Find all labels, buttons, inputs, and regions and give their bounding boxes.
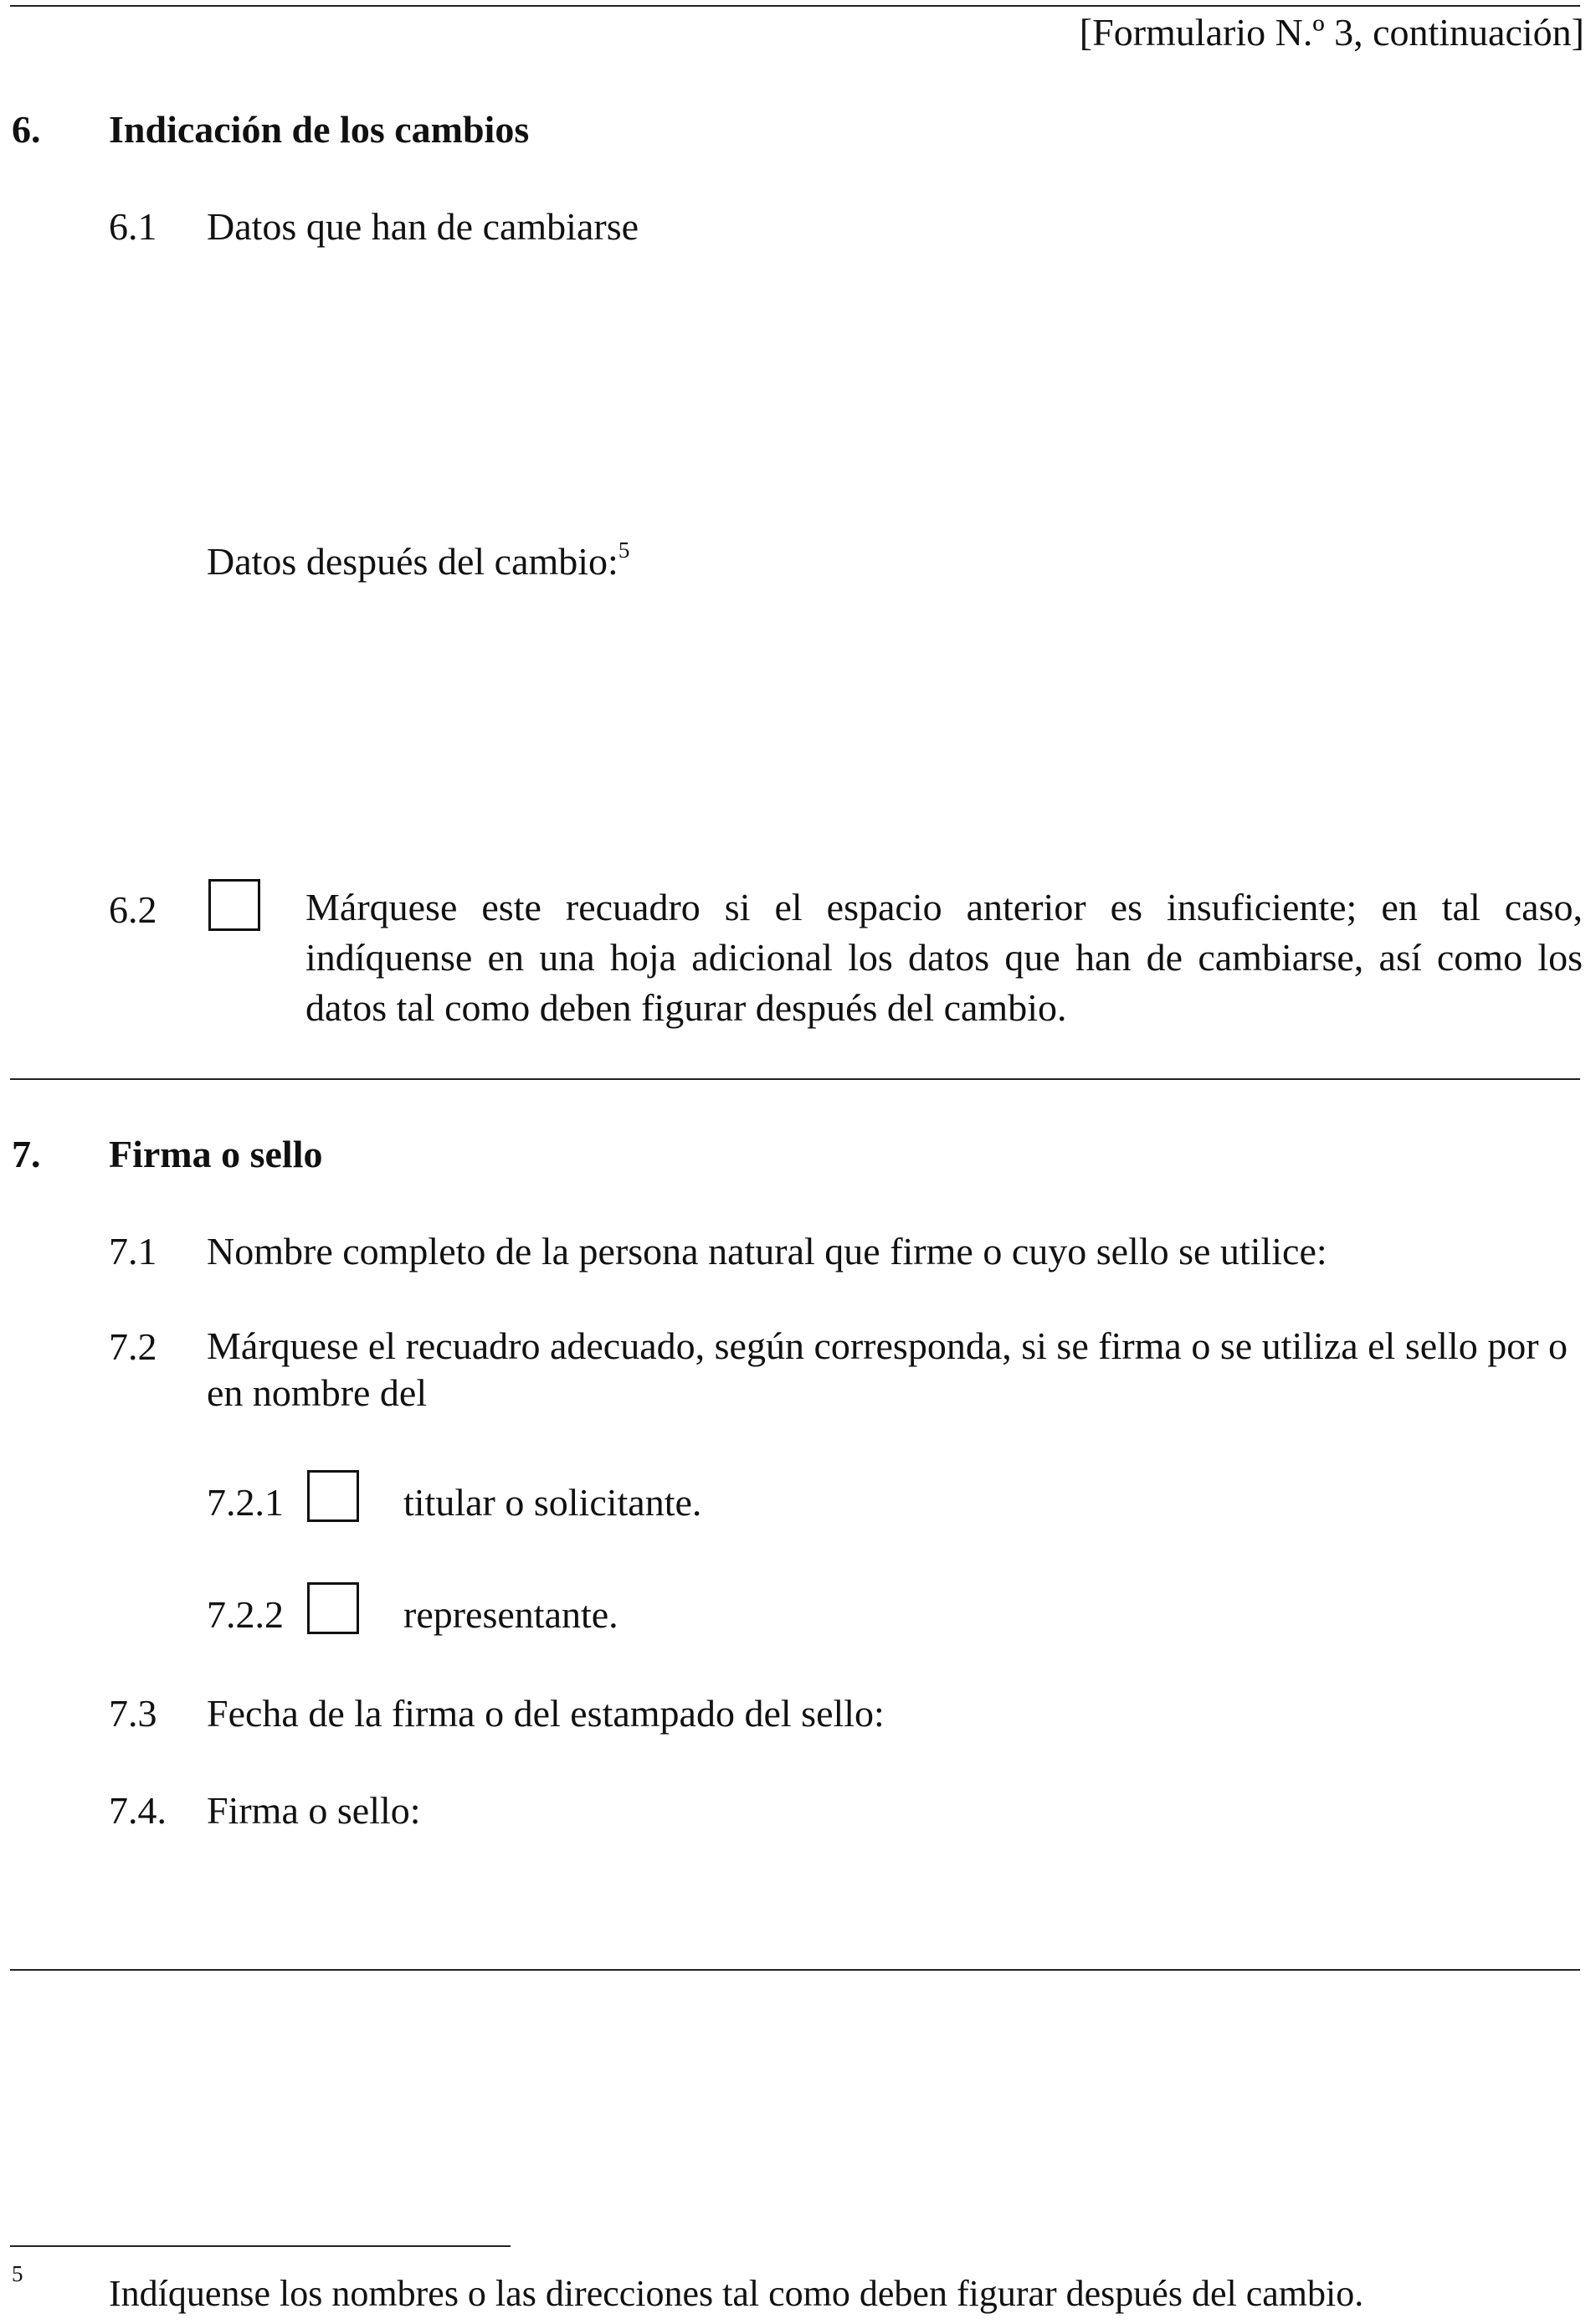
item-7-2-label: Márquese el recuadro adecuado, según corresponda, si se firma o se utiliza el sello por o en nombre del	[207, 1324, 1568, 1414]
after-change-label	[207, 537, 629, 586]
top-rule	[10, 5, 1580, 7]
item-6-2-number: 6.2	[109, 888, 157, 931]
form-reference: [Formulario N.º 3, continuación]	[1079, 11, 1584, 54]
item-7-1-number: 7.1	[109, 1230, 157, 1273]
item-6-1-number: 6.1	[109, 205, 157, 248]
option-7-2-1-number: 7.2.1	[207, 1481, 284, 1524]
item-6-1-label: Datos que han de cambiarse	[207, 205, 639, 248]
item-6-2-text: Márquese este recuadro si el espacio anterior es insuficiente; en tal caso, indíquense en una hoja adicional los datos que han de cambiarse, así como los datos tal como deben figurar después del cambio.	[305, 886, 1583, 1029]
option-7-2-1-checkbox[interactable]	[307, 1470, 359, 1522]
item-6-2-checkbox[interactable]	[208, 879, 260, 931]
option-7-2-2-label: representante.	[403, 1593, 618, 1636]
item-7-3-number: 7.3	[109, 1692, 157, 1735]
section-7-number: 7.	[12, 1133, 41, 1175]
after-change-text: Datos después del cambio:	[207, 540, 618, 583]
section-7-title: Firma o sello	[109, 1133, 323, 1175]
item-7-3-label: Fecha de la firma o del estampado del sello:	[207, 1692, 885, 1735]
section-6-bottom-rule	[10, 1078, 1580, 1080]
footnote-separator	[10, 2245, 511, 2247]
item-7-4-number: 7.4.	[109, 1789, 167, 1832]
item-7-2-number: 7.2	[109, 1325, 157, 1368]
option-7-2-1-label: titular o solicitante.	[403, 1481, 702, 1524]
option-7-2-2-number: 7.2.2	[207, 1593, 284, 1636]
section-7-bottom-rule	[10, 1969, 1580, 1971]
footnote-number: 5	[12, 2261, 23, 2286]
section-6-title: Indicación de los cambios	[109, 108, 530, 151]
section-6-number: 6.	[12, 108, 41, 151]
footnote-text: Indíquense los nombres o las direcciones tal como deben figurar después del cambio.	[109, 2273, 1364, 2314]
item-7-1-label: Nombre completo de la persona natural que firme o cuyo sello se utilice:	[207, 1230, 1327, 1273]
footnote-ref-5: 5	[618, 537, 630, 563]
option-7-2-2-checkbox[interactable]	[307, 1582, 359, 1634]
item-7-4-label: Firma o sello:	[207, 1789, 421, 1832]
